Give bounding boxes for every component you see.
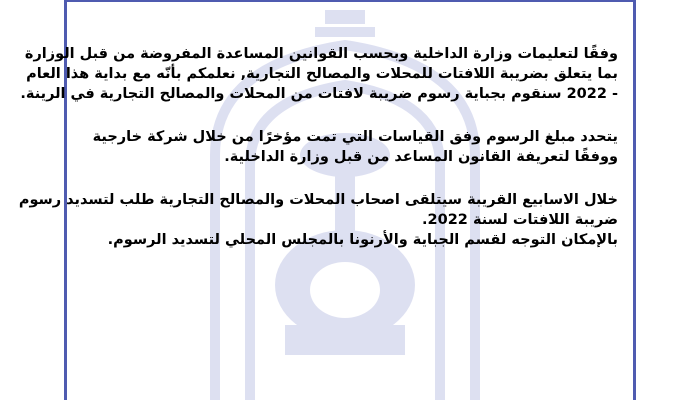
text-line: خلال الاسابيع القريبة سيتلقى اصحاب المحلات والمصالح التجارية طلب لتسديد رسوم — [18, 192, 618, 208]
text-line: بالإمكان التوجه لقسم الجباية والأرنونا بالمجلس المحلي لتسديد الرسوم. — [107, 232, 618, 248]
text-line: ووفقًا لتعريفة القانون المساعد من قبل وزارة الداخلية. — [224, 149, 618, 165]
paragraph-3 — [18, 190, 618, 250]
frame-top-border — [64, 0, 636, 2]
paragraph-2 — [80, 127, 618, 167]
text-line: - 2022 سنقوم بجباية رسوم ضريبة لافتات من المحلات والمصالح التجارية في الرينة. — [20, 86, 618, 102]
text-line: يتحدد مبلغ الرسوم وفق القياسات التي تمت مؤخرًا من خلال شركة خارجية — [92, 129, 618, 145]
text-line: ضريبة اللافتات لسنة 2022. — [422, 212, 618, 228]
text-line: بما يتعلق بضريبة اللافتات للمحلات والمصالح التجارية, نعلمكم بأنّه مع بداية هذا العام — [26, 66, 618, 82]
announcement-body — [18, 44, 618, 273]
frame-right-border — [633, 0, 636, 400]
text-line: وفقًا لتعليمات وزارة الداخلية وبحسب القوانين المساعدة المفروضة من قبل الوزارة — [24, 46, 618, 62]
paragraph-1 — [20, 44, 618, 104]
